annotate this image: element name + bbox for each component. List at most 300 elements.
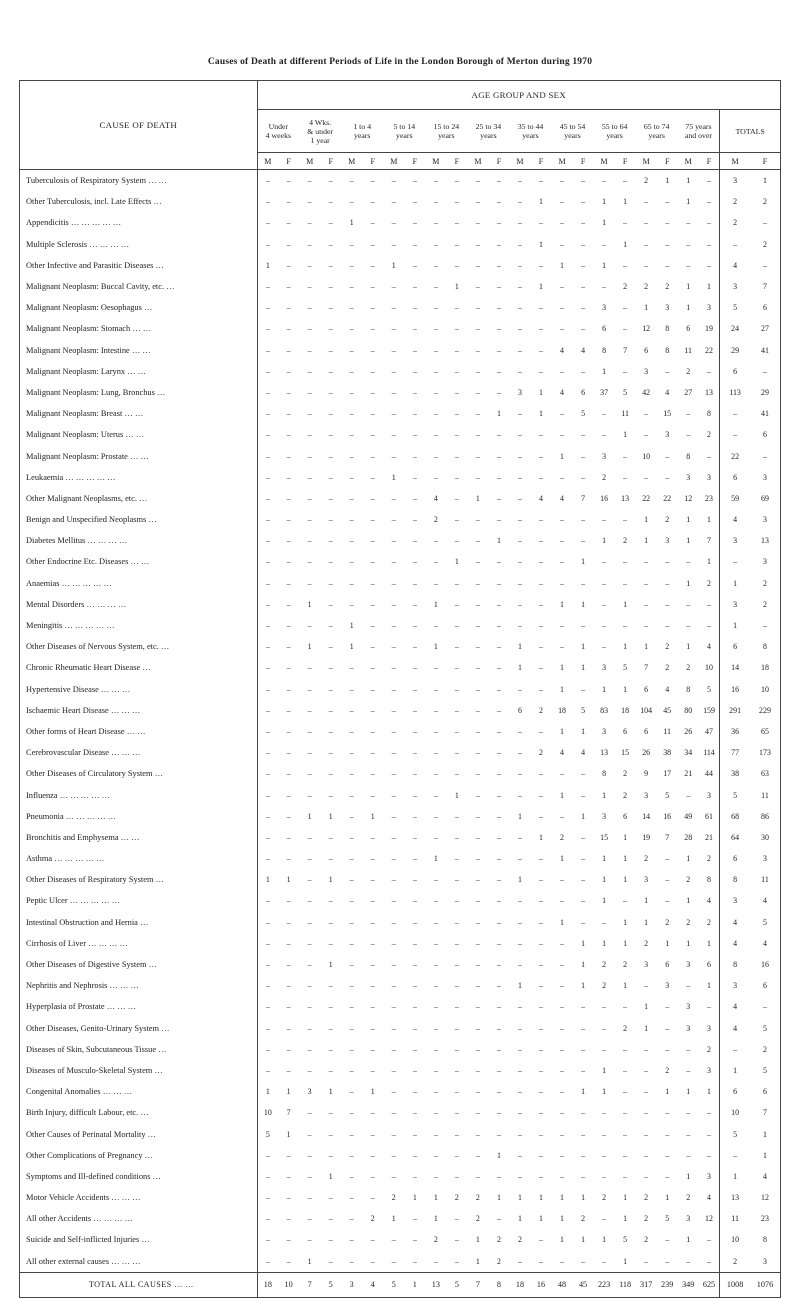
count-cell: –: [517, 917, 522, 927]
cause-name: Meningitis: [26, 621, 63, 631]
count-cell: –: [286, 599, 291, 609]
count-cell: –: [581, 536, 586, 546]
count-cell: –: [286, 578, 291, 588]
count-cell: –: [307, 1235, 312, 1245]
count-cell: 1: [644, 515, 649, 525]
count-cell: –: [349, 1023, 354, 1033]
count-cell: –: [265, 960, 270, 970]
cause-name: All other external causes: [26, 1256, 110, 1266]
count-cell: –: [328, 324, 333, 334]
table-row: [20, 1018, 781, 1039]
count-cell: 1: [560, 854, 564, 864]
count-cell: –: [454, 684, 459, 694]
count-cell: 2: [602, 1193, 607, 1203]
age-group-label-line: 5 to 14: [393, 122, 416, 131]
count-cell: –: [517, 472, 522, 482]
count-cell: 1: [328, 1087, 333, 1097]
count-cell: –: [475, 705, 480, 715]
count-cell: –: [265, 1023, 270, 1033]
table-row: [20, 509, 781, 530]
total-cell: 1: [720, 615, 750, 636]
total-cell: 29: [761, 387, 769, 397]
count-cell: –: [370, 769, 375, 779]
total-cell: 7: [763, 282, 767, 292]
count-cell: –: [496, 197, 501, 207]
count-cell: –: [475, 176, 480, 186]
count-cell: –: [349, 557, 354, 567]
count-cell: 2: [665, 663, 670, 673]
cause-cell: [20, 869, 258, 890]
count-cell: –: [517, 832, 522, 842]
count-cell: –: [602, 1023, 607, 1033]
count-cell: –: [496, 854, 501, 864]
count-cell: –: [539, 176, 543, 186]
count-cell: –: [412, 472, 417, 482]
count-cell: –: [475, 960, 480, 970]
count-cell: –: [475, 726, 480, 736]
count-cell: 1: [560, 790, 564, 800]
count-cell: 2: [707, 1044, 711, 1054]
count-cell: 1: [560, 451, 564, 461]
count-cell: –: [602, 578, 607, 588]
count-cell: –: [265, 917, 270, 927]
count-cell: –: [602, 1044, 607, 1054]
total-cell: 36: [720, 721, 750, 742]
total-cell: –: [763, 218, 767, 228]
count-cell: –: [475, 409, 480, 419]
cause-cell: [20, 467, 258, 488]
count-cell: –: [307, 1023, 312, 1033]
count-cell: 3: [707, 1023, 711, 1033]
age-group-label-line: 25 to 34: [475, 122, 502, 131]
count-cell: –: [391, 1256, 396, 1266]
count-cell: –: [454, 811, 459, 821]
count-cell: –: [370, 960, 375, 970]
count-cell: –: [665, 896, 670, 906]
table-row: [20, 170, 781, 192]
count-cell: 13: [600, 748, 609, 758]
female-column-header: F: [657, 153, 678, 170]
count-cell: –: [539, 896, 543, 906]
count-cell: –: [328, 515, 333, 525]
count-cell: –: [328, 1044, 333, 1054]
count-cell: –: [644, 599, 649, 609]
count-cell: –: [496, 324, 501, 334]
cause-cell: [20, 382, 258, 403]
count-cell: –: [496, 917, 501, 927]
count-cell: 8: [707, 875, 711, 885]
count-cell: –: [349, 684, 354, 694]
count-cell: 2: [644, 854, 649, 864]
count-cell: 1: [602, 854, 607, 864]
count-cell: –: [707, 197, 711, 207]
leader-dots: …: [140, 1108, 149, 1118]
leader-dots: …: [142, 663, 151, 673]
count-cell: 16: [600, 493, 609, 503]
count-cell: –: [307, 260, 312, 270]
leader-dots: …: [148, 515, 157, 525]
count-cell: –: [265, 387, 270, 397]
count-cell: 1: [686, 896, 691, 906]
count-cell: 2: [623, 769, 628, 779]
count-cell: –: [370, 1193, 375, 1203]
count-cell: –: [433, 663, 438, 673]
count-cell: –: [454, 197, 459, 207]
leader-dots: …: [148, 960, 157, 970]
count-cell: –: [307, 515, 312, 525]
count-cell: –: [412, 557, 417, 567]
count-cell: –: [265, 282, 270, 292]
count-cell: –: [707, 239, 711, 249]
total-label: TOTAL ALL CAUSES: [88, 1280, 172, 1290]
leader-dots: … … …: [100, 684, 131, 694]
count-cell: –: [454, 599, 459, 609]
count-cell: 1: [623, 239, 628, 249]
count-cell: –: [412, 663, 417, 673]
count-cell: 1: [581, 726, 586, 736]
count-cell: 1: [328, 875, 333, 885]
grand-total-cell: 13: [425, 1272, 446, 1297]
cause-name: Peptic Ulcer: [26, 896, 68, 906]
count-cell: 3: [686, 1002, 691, 1012]
count-cell: –: [644, 1108, 649, 1118]
count-cell: 1: [581, 1193, 586, 1203]
count-cell: 5: [623, 1235, 628, 1245]
count-cell: –: [475, 621, 480, 631]
count-cell: –: [539, 811, 543, 821]
count-cell: 5: [581, 705, 586, 715]
count-cell: –: [412, 1171, 417, 1181]
total-cell: 3: [720, 276, 750, 297]
count-cell: –: [286, 515, 291, 525]
count-cell: –: [602, 409, 607, 419]
count-cell: –: [517, 557, 522, 567]
count-cell: –: [454, 832, 459, 842]
count-cell: –: [265, 1193, 270, 1203]
count-cell: 2: [433, 1235, 438, 1245]
count-cell: –: [496, 875, 501, 885]
count-cell: 26: [684, 726, 693, 736]
count-cell: –: [349, 938, 354, 948]
count-cell: –: [496, 366, 501, 376]
count-cell: –: [454, 938, 459, 948]
count-cell: 1: [307, 811, 312, 821]
leader-dots: …: [139, 493, 148, 503]
count-cell: –: [265, 451, 270, 461]
cause-cell: [20, 1187, 258, 1208]
count-cell: 3: [686, 1023, 691, 1033]
count-cell: –: [391, 599, 396, 609]
count-cell: –: [517, 1023, 522, 1033]
count-cell: –: [581, 430, 586, 440]
count-cell: –: [496, 663, 501, 673]
cause-cell: [20, 700, 258, 721]
count-cell: 2: [496, 1235, 501, 1245]
count-cell: 45: [663, 705, 672, 715]
count-cell: –: [286, 748, 291, 758]
age-group-label-line: 4 weeks: [265, 131, 292, 140]
count-cell: 15: [621, 748, 630, 758]
count-cell: 37: [600, 387, 609, 397]
total-cell: –: [763, 260, 767, 270]
count-cell: 3: [644, 790, 649, 800]
count-cell: –: [475, 854, 480, 864]
count-cell: 10: [263, 1108, 272, 1118]
table-row: [20, 297, 781, 318]
cause-cell: [20, 551, 258, 572]
cause-name: Malignant Neoplasm: Prostate: [26, 451, 128, 461]
count-cell: –: [433, 748, 438, 758]
cause-name: Cerebrovascular Disease: [26, 748, 110, 758]
total-cell: 8: [720, 954, 750, 975]
count-cell: –: [349, 790, 354, 800]
totals-header: TOTALS: [720, 110, 781, 153]
count-cell: –: [707, 599, 711, 609]
count-cell: –: [349, 409, 354, 419]
count-cell: 13: [621, 493, 630, 503]
count-cell: 15: [600, 832, 609, 842]
cause-name: Congenital Anomalies: [26, 1087, 101, 1097]
count-cell: –: [391, 748, 396, 758]
male-column-header: M: [341, 153, 362, 170]
count-cell: –: [644, 239, 649, 249]
count-cell: –: [560, 515, 564, 525]
count-cell: 5: [707, 684, 711, 694]
count-cell: 3: [665, 536, 670, 546]
count-cell: –: [433, 239, 438, 249]
count-cell: –: [665, 599, 670, 609]
leader-dots: … …: [124, 409, 144, 419]
count-cell: –: [433, 578, 438, 588]
cause-name: Malignant Neoplasm: Intestine: [26, 345, 130, 355]
count-cell: 7: [707, 536, 711, 546]
count-cell: –: [539, 451, 543, 461]
count-cell: –: [496, 684, 501, 694]
count-cell: –: [265, 854, 270, 864]
count-cell: –: [539, 1150, 543, 1160]
count-cell: –: [412, 748, 417, 758]
count-cell: –: [307, 1065, 312, 1075]
cause-name: Tuberculosis of Respiratory System: [26, 176, 146, 186]
total-cell: –: [720, 1145, 750, 1166]
leader-dots: … … … …: [93, 1214, 133, 1224]
cause-cell: [20, 1060, 258, 1081]
count-cell: 11: [663, 726, 671, 736]
total-cell: 8: [763, 642, 767, 652]
count-cell: –: [412, 790, 417, 800]
total-cell: 2: [763, 578, 767, 588]
count-cell: –: [265, 663, 270, 673]
total-cell: 1: [763, 1150, 767, 1160]
total-cell: 11: [761, 790, 769, 800]
count-cell: 26: [642, 748, 651, 758]
table-row: [20, 848, 781, 869]
count-cell: –: [686, 218, 691, 228]
count-cell: –: [539, 515, 543, 525]
grand-total-cell: 3: [341, 1272, 362, 1297]
count-cell: 2: [707, 854, 711, 864]
count-cell: –: [517, 430, 522, 440]
count-cell: –: [475, 1087, 480, 1097]
count-cell: –: [539, 663, 543, 673]
count-cell: –: [391, 303, 396, 313]
age-group-label-line: years: [438, 131, 455, 140]
cause-cell: [20, 615, 258, 636]
count-cell: –: [517, 769, 522, 779]
count-cell: –: [433, 366, 438, 376]
cause-cell: [20, 594, 258, 615]
count-cell: 27: [684, 387, 693, 397]
count-cell: –: [265, 218, 270, 228]
count-cell: –: [707, 621, 711, 631]
count-cell: –: [349, 1002, 354, 1012]
count-cell: –: [349, 1256, 354, 1266]
count-cell: 2: [707, 917, 711, 927]
cause-name: Anaemias: [26, 578, 60, 588]
count-cell: –: [370, 726, 375, 736]
count-cell: –: [581, 218, 586, 228]
count-cell: 2: [623, 960, 628, 970]
count-cell: –: [496, 387, 501, 397]
count-cell: –: [286, 430, 291, 440]
count-cell: 5: [623, 663, 628, 673]
count-cell: 8: [602, 345, 607, 355]
grand-total-cell: 1008: [720, 1272, 750, 1297]
count-cell: –: [370, 684, 375, 694]
count-cell: –: [307, 790, 312, 800]
count-cell: –: [412, 282, 417, 292]
count-cell: –: [391, 684, 396, 694]
total-cell: 2: [763, 197, 767, 207]
count-cell: –: [433, 896, 438, 906]
count-cell: –: [496, 260, 501, 270]
cause-cell: [20, 1081, 258, 1102]
table-row: [20, 784, 781, 805]
count-cell: –: [560, 1087, 564, 1097]
count-cell: 1: [686, 197, 691, 207]
leader-dots: … … … … …: [54, 854, 105, 864]
cause-name: Other Causes of Perinatal Mortality: [26, 1129, 146, 1139]
count-cell: –: [602, 1256, 607, 1266]
count-cell: –: [644, 218, 649, 228]
count-cell: 1: [349, 218, 354, 228]
count-cell: –: [686, 1150, 691, 1160]
total-cell: 5: [763, 1065, 767, 1075]
count-cell: –: [391, 705, 396, 715]
count-cell: –: [454, 345, 459, 355]
total-cell: 1: [720, 1060, 750, 1081]
count-cell: –: [496, 1129, 501, 1139]
count-cell: –: [475, 1129, 480, 1139]
total-cell: 30: [761, 832, 769, 842]
count-cell: –: [307, 451, 312, 461]
count-cell: 3: [644, 875, 649, 885]
table-row: [20, 1081, 781, 1102]
total-cell: –: [763, 451, 767, 461]
count-cell: –: [539, 345, 543, 355]
count-cell: 1: [581, 960, 586, 970]
count-cell: –: [328, 896, 333, 906]
count-cell: –: [475, 1065, 480, 1075]
total-cell: 4: [720, 509, 750, 530]
count-cell: 1: [391, 472, 396, 482]
count-cell: –: [496, 1087, 501, 1097]
count-cell: –: [560, 282, 564, 292]
table-row: [20, 382, 781, 403]
count-cell: –: [686, 557, 691, 567]
count-cell: 1: [370, 1087, 375, 1097]
count-cell: –: [349, 917, 354, 927]
count-cell: –: [328, 1150, 333, 1160]
count-cell: –: [328, 832, 333, 842]
male-column-header: M: [678, 153, 699, 170]
count-cell: –: [391, 875, 396, 885]
count-cell: –: [370, 1256, 375, 1266]
cause-name: Malignant Neoplasm: Breast: [26, 409, 123, 419]
count-cell: –: [265, 1065, 270, 1075]
count-cell: –: [349, 663, 354, 673]
count-cell: –: [307, 345, 312, 355]
count-cell: –: [412, 896, 417, 906]
count-cell: 1: [686, 1171, 691, 1181]
count-cell: 15: [663, 409, 672, 419]
count-cell: –: [644, 1044, 649, 1054]
count-cell: 8: [686, 451, 691, 461]
count-cell: –: [391, 557, 396, 567]
count-cell: –: [475, 875, 480, 885]
count-cell: –: [391, 663, 396, 673]
cause-cell: [20, 1123, 258, 1144]
total-cell: 6: [720, 467, 750, 488]
count-cell: –: [539, 218, 543, 228]
table-row: [20, 679, 781, 700]
total-cell: 3: [763, 854, 767, 864]
count-cell: –: [560, 1256, 564, 1266]
count-cell: 4: [539, 493, 543, 503]
table-row: [20, 657, 781, 678]
count-cell: 17: [663, 769, 672, 779]
count-cell: –: [328, 218, 333, 228]
age-group-header: [257, 110, 299, 153]
female-column-header: F: [446, 153, 467, 170]
count-cell: –: [286, 1193, 291, 1203]
count-cell: 7: [644, 663, 649, 673]
count-cell: 6: [517, 705, 522, 715]
count-cell: –: [265, 599, 270, 609]
count-cell: 2: [475, 1193, 480, 1203]
count-cell: –: [581, 1044, 586, 1054]
total-row: [20, 1272, 781, 1297]
total-cell: 69: [761, 493, 769, 503]
total-cell: –: [763, 621, 767, 631]
age-group-label-line: 75 years: [685, 122, 712, 131]
total-cell: 14: [720, 657, 750, 678]
leader-dots: …: [166, 282, 175, 292]
count-cell: –: [307, 769, 312, 779]
leader-dots: … … …: [111, 1256, 141, 1266]
count-cell: 6: [623, 726, 628, 736]
count-cell: –: [286, 832, 291, 842]
count-cell: –: [370, 896, 375, 906]
count-cell: 1: [686, 1087, 691, 1097]
count-cell: 2: [560, 832, 564, 842]
table-row: [20, 403, 781, 424]
female-column-header: F: [278, 153, 299, 170]
count-cell: –: [412, 366, 417, 376]
count-cell: –: [328, 1214, 333, 1224]
table-row: [20, 721, 781, 742]
table-row: [20, 869, 781, 890]
